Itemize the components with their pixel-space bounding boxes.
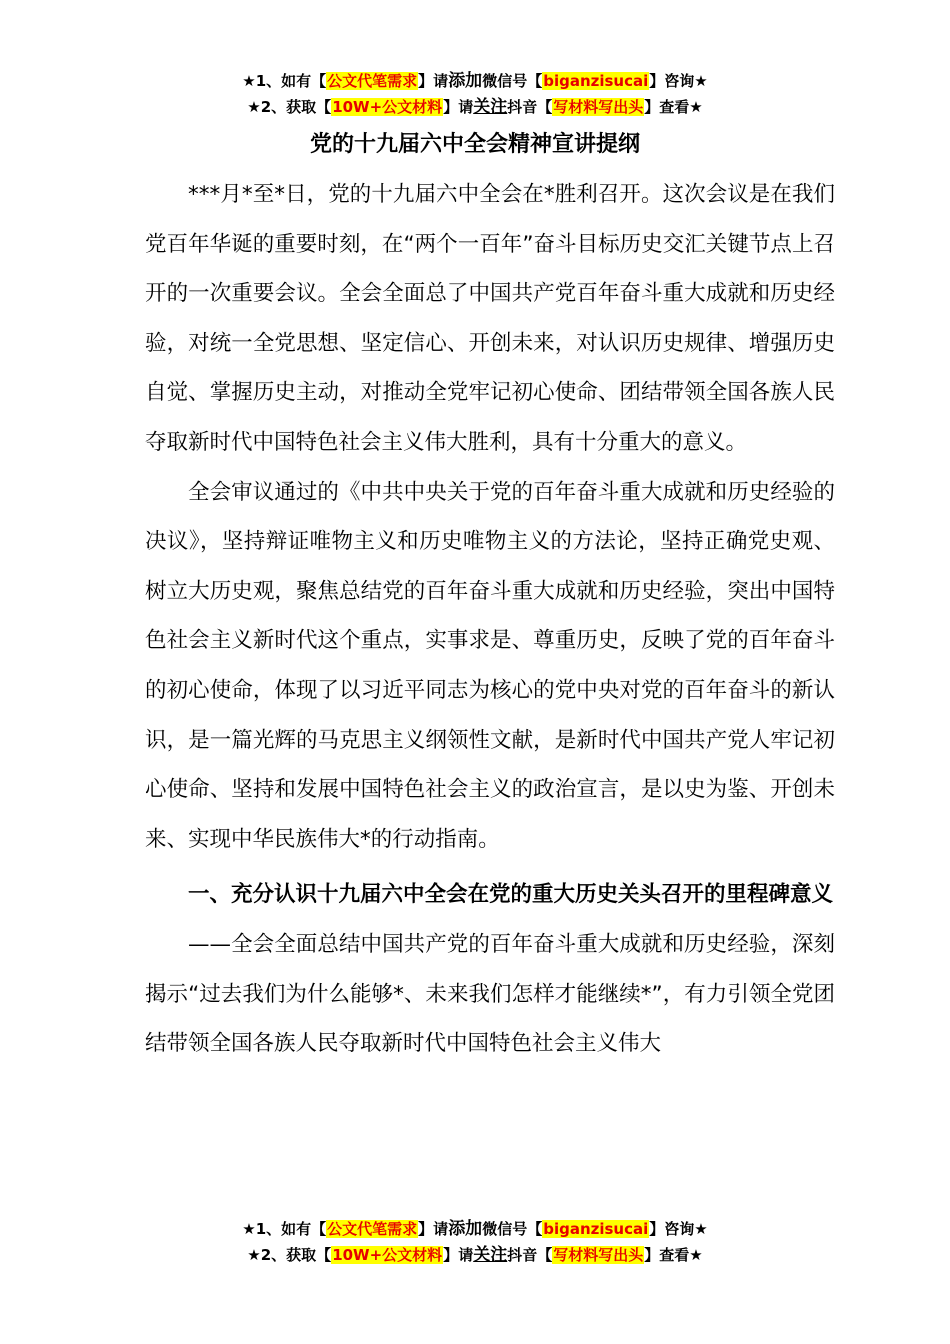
banner-highlight: 公文代笔需求: [327, 1220, 418, 1238]
banner-highlight: 写材料写出头: [553, 1246, 644, 1264]
banner-emphasis: 关注: [473, 1245, 508, 1265]
banner-text: 微信号【: [482, 1220, 543, 1238]
banner-text: 】咨询★: [649, 72, 708, 90]
banner-text: ★1、如有【: [242, 72, 327, 90]
banner-text: 抖音【: [507, 1246, 553, 1264]
body-paragraph: ***月*至*日，党的十九届六中全会在*胜利召开。这次会议是在我们党百年华诞的重要时刻，在“两个一百年”奋斗目标历史交汇关键节点上召开的一次重要会议。全会全面总了中国共产党百年奋斗重大成就和历史经验，对统一全党思想、坚定信心、开创未来，对认识历史规律、增强历史自觉、掌握历史主动，对推动全党牢记初心使命、团结带领全国各族人民夺取新时代中国特色社会主义伟大胜利，具有十分重大的意义。: [145, 182, 835, 455]
banner-highlight: 公文代笔需求: [327, 72, 418, 90]
banner-emphasis: 关注: [473, 97, 508, 117]
banner-text: 微信号【: [482, 72, 543, 90]
banner-line-2: [0, 1242, 950, 1268]
body-paragraph: 全会审议通过的《中共中央关于党的百年奋斗重大成就和历史经验的决议》，坚持辩证唯物主义和历史唯物主义的方法论，坚持正确党史观、树立大历史观，聚焦总结党的百年奋斗重大成就和历史经验，突出中国特色社会主义新时代这个重点，实事求是、尊重历史，反映了党的百年奋斗的初心使命，体现了以习近平同志为核心的党中央对党的百年奋斗的新认识，是一篇光辉的马克思主义纲领性文献，是新时代中国共产党人牢记初心使命、坚持和发展中国特色社会主义的政治宣言，是以史为鉴、开创未来、实现中华民族伟大*的行动指南。: [145, 479, 835, 852]
banner-line-1: [0, 1216, 950, 1242]
banner-emphasis: 添加: [448, 1219, 483, 1239]
banner-highlight: 写材料写出头: [553, 98, 644, 116]
banner-text: ★2、获取【: [247, 98, 332, 116]
banner-text: 】咨询★: [649, 1220, 708, 1238]
banner-text: 】请: [418, 72, 449, 90]
banner-highlight: 10W+公文材料: [332, 98, 443, 116]
banner-text: 】查看★: [644, 1246, 703, 1264]
banner-text: 抖音【: [507, 98, 553, 116]
banner-line-1: [0, 68, 950, 94]
banner-emphasis: 添加: [448, 71, 483, 91]
footer-banner: [0, 1216, 950, 1268]
banner-text: 】请: [418, 1220, 449, 1238]
banner-text: 】请: [443, 98, 474, 116]
banner-highlight: 10W+公文材料: [332, 1246, 443, 1264]
banner-text: ★2、获取【: [247, 1246, 332, 1264]
section-heading: 一、充分认识十九届六中全会在党的重大历史关头召开的里程碑意义: [188, 882, 834, 908]
banner-text: 】查看★: [644, 98, 703, 116]
banner-highlight: biganzisucai: [543, 72, 649, 90]
banner-text: ★1、如有【: [242, 1220, 327, 1238]
banner-highlight: biganzisucai: [543, 1220, 649, 1238]
banner-line-2: [0, 94, 950, 120]
document-body: [145, 170, 835, 1069]
banner-text: 】请: [443, 1246, 474, 1264]
document-title: 党的十九届六中全会精神宣讲提纲: [309, 132, 640, 157]
header-banner: [0, 68, 950, 120]
body-paragraph: ——全会全面总结中国共产党的百年奋斗重大成就和历史经验，深刻揭示“过去我们为什么能够*、未来我们怎样才能继续*”，有力引领全党团结带领全国各族人民夺取新时代中国特色社会主义伟大: [145, 931, 835, 1057]
